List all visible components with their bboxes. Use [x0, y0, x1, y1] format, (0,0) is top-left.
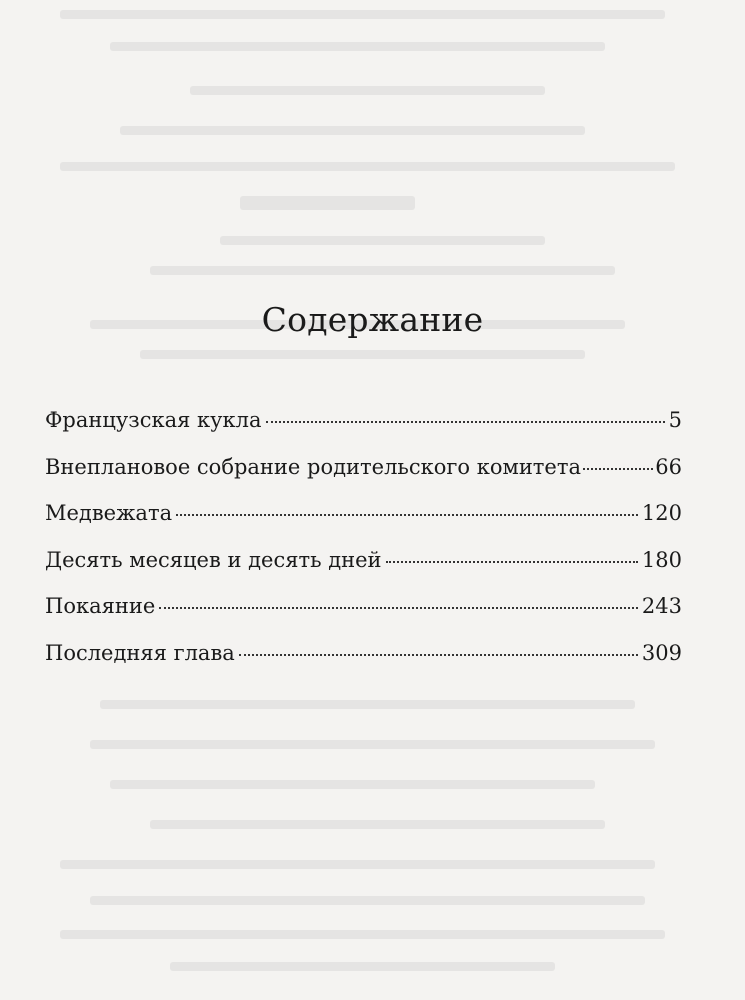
toc-entry-page: 66 [655, 454, 682, 479]
dot-leader [176, 514, 638, 516]
toc-entry-title: Французская кукла [45, 408, 262, 432]
toc-entry-title: Последняя глава [45, 640, 235, 665]
toc-entry [45, 451, 682, 498]
dot-leader [583, 468, 653, 470]
dot-leader [266, 421, 665, 423]
toc-entry-page: 309 [641, 640, 682, 665]
toc-entry [45, 497, 682, 544]
toc-entry-title: Покаяние [45, 594, 156, 618]
page-title: Содержание [261, 300, 484, 340]
toc-entry-title: Десять месяцев и десять дней [45, 547, 382, 572]
toc-entry-page: 120 [641, 501, 682, 525]
dot-leader [159, 607, 638, 609]
toc-entry [45, 590, 682, 637]
toc-entry [45, 404, 682, 451]
toc-entry-title: Внеплановое собрание родительского комитета [45, 454, 581, 479]
dot-leader [239, 654, 638, 656]
toc-entry-page: 5 [668, 408, 682, 432]
toc-entry-title: Медвежата [45, 501, 173, 525]
toc-entry [45, 637, 682, 684]
dot-leader [386, 561, 638, 563]
toc-entry-page: 243 [641, 594, 682, 618]
table-of-contents [45, 404, 682, 683]
toc-entry [45, 544, 682, 591]
toc-entry-page: 180 [641, 547, 682, 572]
